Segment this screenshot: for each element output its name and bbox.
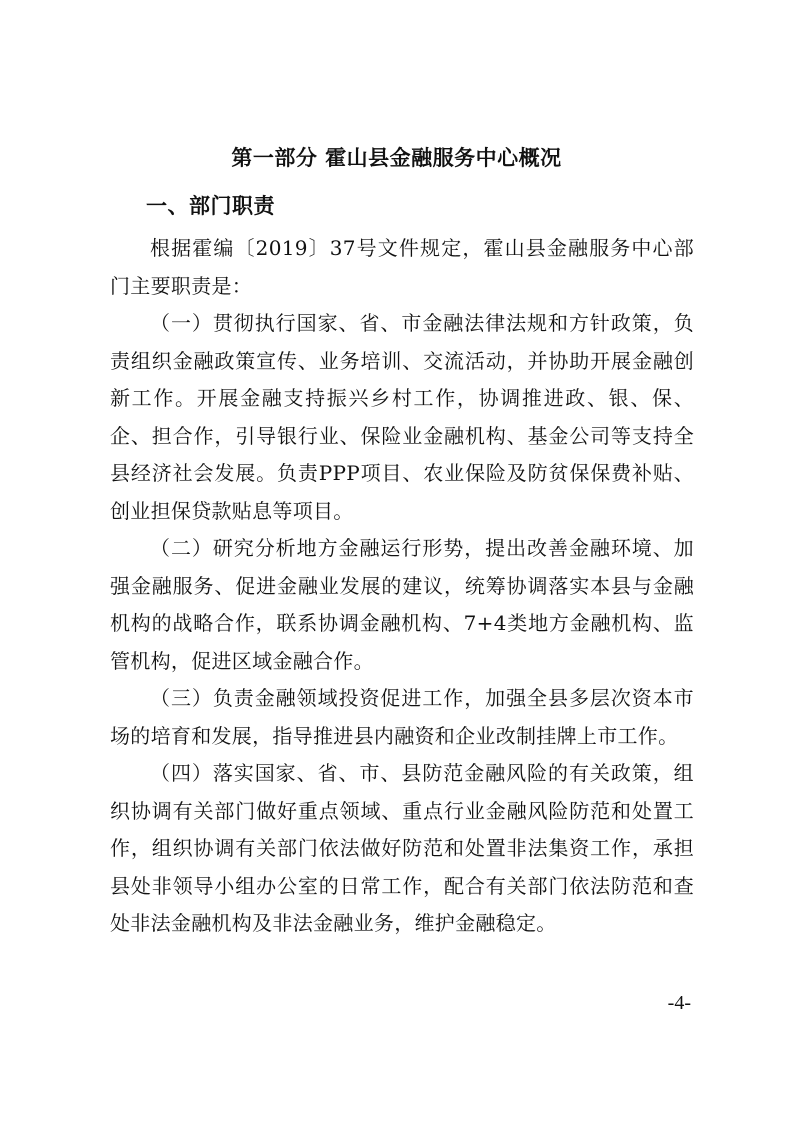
paragraph-duty-1: （一）贯彻执行国家、省、市金融法律法规和方针政策，负责组织金融政策宣传、业务培训、交流活动，并协助开展金融创新工作。开展金融支持振兴乡村工作，协调推进政、银、保、企、担合作，引导银行业、保险业金融机构、基金公司等支持全县经济社会发展。负责PPP项目、农业保险及防贫保保费补贴、创业担保贷款贴息等项目。 bbox=[110, 311, 694, 523]
paragraph-duty-3: （三）负责金融领域投资促进工作，加强全县多层次资本市场的培育和发展，指导推进县内融资和企业改制挂牌上市工作。 bbox=[110, 686, 694, 748]
paragraph-duty-2: （二）研究分析地方金融运行形势，提出改善金融环境、加强金融服务、促进金融业发展的建议，统筹协调落实本县与金融机构的战略合作，联系协调金融机构、7+4类地方金融机构、监管机构，促进区域金融合作。 bbox=[110, 536, 694, 673]
paragraph-duty-4: （四）落实国家、省、市、县防范金融风险的有关政策，组织协调有关部门做好重点领域、重点行业金融风险防范和处置工作，组织协调有关部门依法做好防范和处置非法集资工作，承担县处非领导小组办公室的日常工作，配合有关部门依法防范和查处非法金融机构及非法金融业务，维护金融稳定。 bbox=[110, 761, 694, 935]
page-title: 第一部分 霍山县金融服务中心概况 bbox=[231, 146, 562, 170]
section-heading: 一、部门职责 bbox=[146, 194, 275, 218]
page-number: -4- bbox=[667, 992, 691, 1014]
paragraph-intro: 根据霍编〔2019〕37号文件规定，霍山县金融服务中心部门主要职责是： bbox=[110, 236, 694, 298]
body-text bbox=[110, 230, 694, 943]
